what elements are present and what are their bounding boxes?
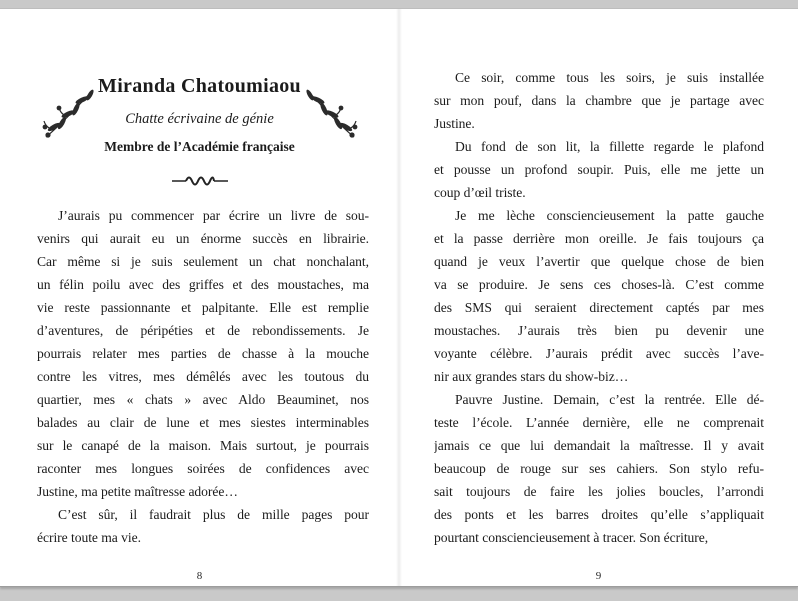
text-line: beaucoup de rouge sur ses cahiers. Son stylo refu- [434,461,764,476]
text-line: sait toujours de faire les jolies boucles, l’arrondi [434,484,764,499]
chapter-affiliation: Membre de l’Académie française [104,139,295,154]
squiggle-rule-icon [0,173,399,194]
text-line: des SMS qui seraient directement captés par mes [434,300,764,315]
text-line: Justine, ma petite maîtresse adorée… [37,484,238,499]
text-line: écrire toute ma vie. [37,530,141,545]
text-line: et la passe derrière mon oreille. Je fais toujours ça [434,231,764,246]
right-page-text [434,66,764,549]
text-line: sur mon pouf, dans la chambre que je partage avec [434,93,764,108]
text-line: pourrais relater mes parties de chasse à la mouche [37,346,369,361]
left-page-number: 8 [196,570,203,582]
paragraph [37,503,369,549]
text-line: raconter mes longues soirées de confidences avec [37,461,369,476]
text-line: Du fond de son lit, la fillette regarde le plafond [455,139,764,154]
text-line: moustaches. J’aurais très bien pu devenir une [434,323,764,338]
text-line: et pousse un profond soupir. Puis, elle me jette un [434,162,764,177]
page-gutter-shadow [396,9,402,586]
text-line: teste l’école. L’année dernière, elle ne comprenait [434,415,764,430]
chapter-title: Miranda Chatoumiaou [98,75,301,97]
text-line: Car même si je suis seulement un chat nonchalant, [37,254,369,269]
text-line: C’est sûr, il faudrait plus de mille pages pour [58,507,369,522]
text-line: J’aurais pu commencer par écrire un livre de sou- [58,208,369,223]
left-page-text [37,204,369,549]
paragraph [434,66,764,135]
right-page-number: 9 [595,570,602,582]
text-line: d’aventures, de péripéties et de rebondissements. Je [37,323,369,338]
text-line: Je me lèche consciencieusement la patte gauche [455,208,764,223]
paragraph [434,204,764,388]
text-line: Justine. [434,116,475,131]
text-line: sur le canapé de la maison. Mais surtout, je pourrais [37,438,369,453]
text-line: Ce soir, comme tous les soirs, je suis installée [455,70,764,85]
text-line: coup d’œil triste. [434,185,526,200]
paragraph [434,135,764,204]
text-line: quartier, mes « chats » avec Aldo Beauminet, nos [37,392,369,407]
paragraph [434,388,764,549]
text-line: pourtant consciencieusement à tracer. Son écriture, [434,530,709,545]
text-line: vie reste passionnante et palpitante. Elle est remplie [37,300,369,315]
text-line: jamais ce que lui demandait la maîtresse. Il y avait [434,438,764,453]
text-line: balades au clair de lune et mes siestes interminables [37,415,369,430]
text-line: un félin poilu avec des griffes et des moustaches, ma [37,277,369,292]
text-line: contre les vitres, mes démêlés avec les toutous du [37,369,369,384]
text-line: Pauvre Justine. Demain, c’est la rentrée. Elle dé- [455,392,764,407]
text-line: des ponts et les barres droites qu’elle s’appliquait [434,507,764,522]
text-line: nir aux grandes stars du show-biz… [434,369,629,384]
chapter-subtitle: Chatte écrivaine de génie [125,111,274,127]
text-line: venirs qui aurait eu un énorme succès en librairie. [37,231,369,246]
text-line: voyante célèbre. J’aurais prédit avec succès l’ave- [434,346,764,361]
book-spread [0,8,798,587]
text-line: va se produire. Je sens ces choses-là. C’est comme [434,277,764,292]
paragraph [37,204,369,503]
text-line: quand je veux l’avertir que quelque chose de bien [434,254,764,269]
